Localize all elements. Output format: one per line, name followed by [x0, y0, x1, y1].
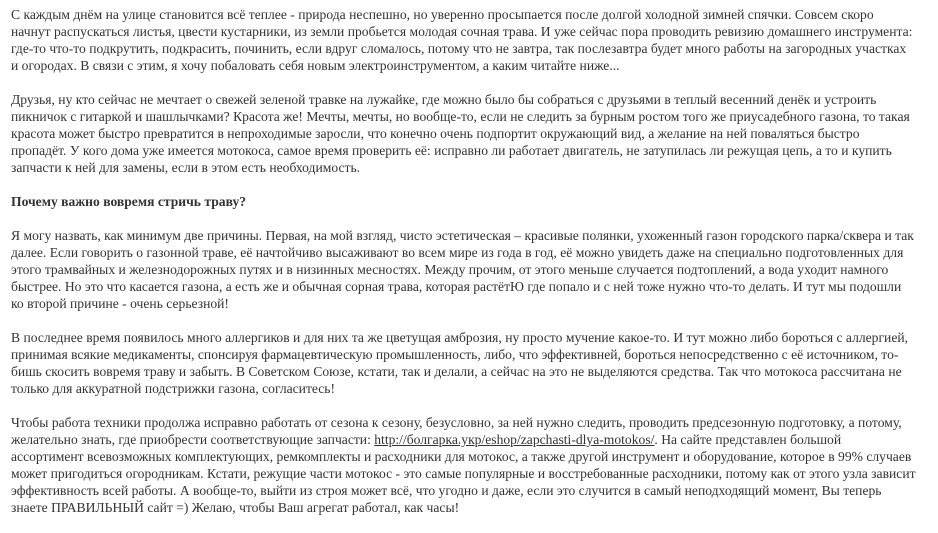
section-heading: Почему важно вовремя стричь траву? — [11, 194, 247, 209]
paragraph-intro: С каждым днём на улице становится всё теплее - природа неспешно, но уверенно просыпается после долгой холодной зимней спячки. Совсем скоро начнут распускаться листья, цвести кустарники, из земли пробьется молодая сочная трава. И уже сейчас пора проводить ревизию домашнего инструмента: где-то что-то подкрутить, подкрасить, починить, если вдруг сломалось, потому что не завтра, так послезавтра будет много работы на загородных участках и огородах. В связи с этим, я хочу побаловать себя новым электроинструментом, а каким читайте ниже... — [11, 7, 913, 73]
spare-parts-link[interactable]: http://болгарка.укр/eshop/zapchasti-dlya-motokos/ — [374, 432, 655, 447]
article-body — [11, 6, 916, 533]
paragraph-allergy: В последнее время появилось много аллергиков и для них та же цветущая амброзия, ну просто мучение какое-то. И тут можно либо бороться с аллергией, принимая всякие медикаменты, спонсируя фармацевтическую промышленность, либо, что эффективней, бороться непосредственно с её источником, то-бишь скосить вовремя траву и забыть. В Советском Союзе, кстати, так и делали, а сейчас на это не выделяются средства. Так что мотокоса рассчитана не только для аккуратной подстрижки газона, согласитесь! — [11, 330, 909, 396]
paragraph-spare-parts-tail: . На сайте представлен большой ассортимент всевозможных комплектующих, ремкомплекты и расходники для мотокос, а также другой инструмент и оборудование, которое в 99% случаев может пригодиться огородникам. Кстати, режущие части мотокос - это самые популярные и восстребованные расходники, потому как от этого узла зависит эффективность всей работы. А вообще-то, выйти из строя может всё, что угодно и даже, если это случится в самый неподходящий момент, Вы теперь знаете ПРАВИЛЬНЫЙ сайт =) Желаю, чтобы Ваш агрегат работал, как часы! — [11, 432, 916, 515]
paragraph-spare-parts — [11, 414, 916, 516]
paragraph-reasons: Я могу назвать, как минимум две причины. Первая, на мой взгляд, чисто эстетическая – красивые полянки, ухоженный газон городского парка/сквера и так далее. Если говорить о газонной траве, её начтойчиво высаживают во всем мире из года в год, её можно увидеть даже на специально подготовленных для этого трамвайных и железнодорожных путях и в низинных месностях. Между прочим, от этого меньше случается подтоплений, а вода уходит намного быстрее. Но это что касается газона, а есть же и обычная сорная трава, которая растётЮ где попало и с ней тоже нужно что-то делать. И тут мы подошли ко второй причине - очень серьезной! — [11, 228, 914, 311]
paragraph-spare-parts-lead: Чтобы работа техники продолжа исправно работать от сезона к сезону, безусловно, за ней нужно следить, проводить предсезонную подготовку, а потому, желательно знать, где приобрести соответствующие запчасти: — [11, 415, 902, 447]
paragraph-lawn-dream: Друзья, ну кто сейчас не мечтает о свежей зеленой травке на лужайке, где можно было бы собраться с друзьями в теплый весенний денёк и устроить пикничок с гитаркой и шашлычками? Красота же! Мечты, мечты, но вообще-то, если не следить за бурным ростом того же приусадебного газона, то такая красота может быстро превратится в непроходимые заросли, что конечно очень подпортит окружающий вид, а желание на ней поваляться быстро пропадёт. У кого дома уже имеется мотокоса, самое время проверить её: исправно ли работает двигатель, не затупилась ли режущая цепь, а то и купить запчасти к ней для замены, если в этом есть необходимость. — [11, 92, 910, 175]
